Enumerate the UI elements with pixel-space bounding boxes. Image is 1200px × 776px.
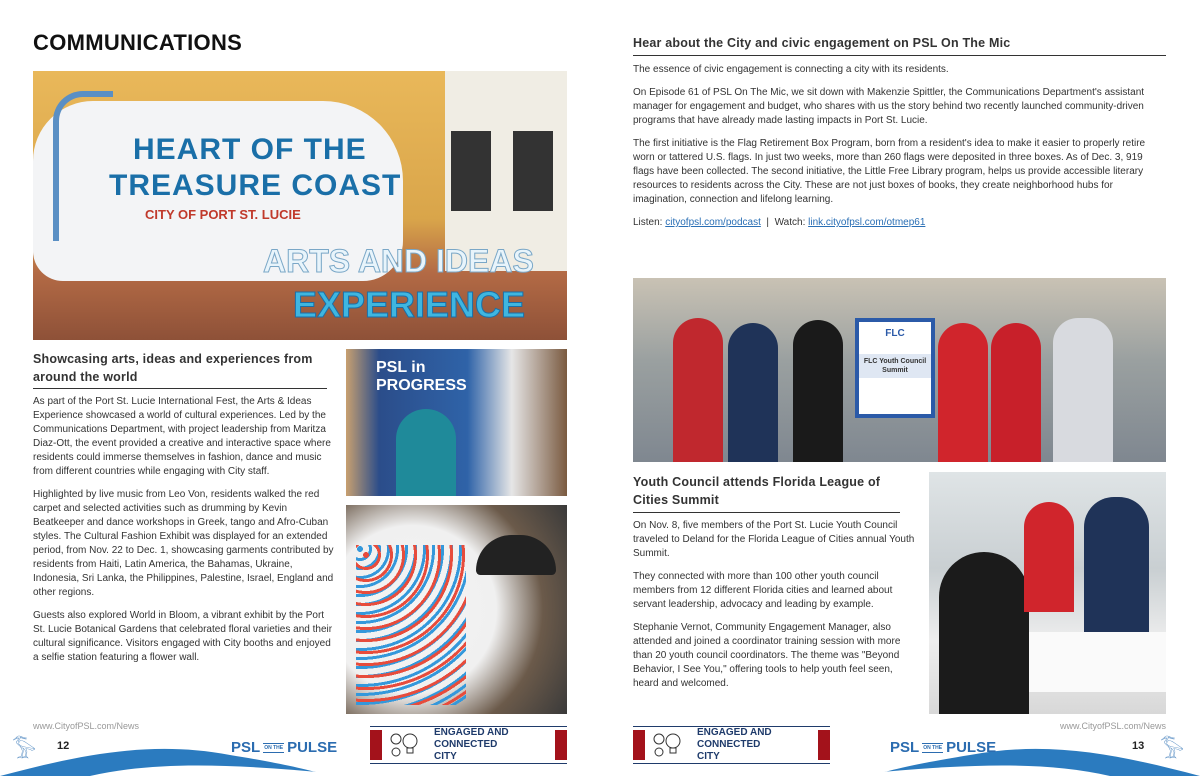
engaged-connected-badge: [370, 726, 567, 764]
page-number: 13: [1132, 740, 1145, 752]
paragraph: Guests also explored World in Bloom, a vibrant exhibit by the Port St. Lucie Botanical Gardens that celebrated floral varieties and their cultural significance. Visitors engaged with City booths and enjoyed a selfie station featuring a flower wall.: [33, 610, 333, 663]
paragraph: As part of the Port St. Lucie International Fest, the Arts & Ideas Experience showcased a world of cultural experiences. Led by the Communications Department, with project leadership from Maritza Diaz-Ott, the event provided a creative and interactive space where residents could immerse themselves in fashion, dance and music from different countries while engaging with City staff.: [33, 396, 331, 477]
heron-icon: [53, 91, 113, 241]
logo-text: ON THE: [923, 745, 943, 751]
divider: [633, 512, 900, 513]
badge-text: [697, 727, 797, 763]
divider: [33, 388, 327, 389]
page-number: 12: [57, 740, 70, 752]
paragraph: The essence of civic engagement is connecting a city with its residents.: [633, 64, 949, 75]
sign-text: TREASURE COAST: [109, 169, 402, 202]
heron-icon: 𓅣: [12, 738, 37, 763]
footer-url[interactable]: www.CityofPSL.com/News: [1060, 721, 1167, 731]
article-heading: Hear about the City and civic engagement on PSL On The Mic: [633, 36, 1011, 50]
logo-text: PULSE: [287, 739, 338, 756]
sign-text: FLC Youth Council Summit: [859, 354, 931, 378]
badge-line: ENGAGED AND: [697, 727, 772, 738]
article-body: [633, 519, 921, 700]
paragraph: They connected with more than 100 other youth council members from 12 different Florida cities and learned about servant leadership, advocacy and leading by example.: [633, 571, 893, 610]
article-heading: Showcasing arts, ideas and experiences from around the world: [33, 352, 313, 384]
hero-photo-arts-ideas-sign: [33, 71, 567, 340]
paragraph: The first initiative is the Flag Retirement Box Program, born from a resident's idea to make it easier to properly retire worn or tattered U.S. flags. In just two weeks, more than 260 flags were deposited in three boxes. As of Dec. 3, 919 flags have been collected. The second initiative, the Little Free Library program, helps us provide accessible literary resources to residents across the City. These are not just boxes of books, they create neighborhood hubs for imagination, connection and lifelong learning.: [633, 138, 1146, 205]
section-title: COMMUNICATIONS: [33, 30, 243, 55]
article-body: [633, 63, 1166, 239]
article-heading: Youth Council attends Florida League of Cities Summit: [633, 475, 881, 507]
badge-line: CITY: [697, 751, 720, 762]
listen-label: Listen:: [633, 217, 663, 228]
logo-text: ON THE: [264, 745, 284, 751]
podcast-link[interactable]: cityofpsl.com/podcast: [665, 217, 761, 228]
photo-youth-summit-activity: [929, 472, 1166, 714]
sign-text: HEART OF THE: [133, 133, 367, 166]
psl-on-the-pulse-logo: [890, 739, 996, 757]
paragraph: Stephanie Vernot, Community Engagement Manager, also attended and joined a coordinator training session with more than 20 youth council coordinators. The theme was "Beyond Behavior, I See You," offering tools to help youth feel seen, heard and welcomed.: [633, 622, 901, 689]
badge-text: ENGAGED AND CONNECTED CITY: [434, 727, 509, 762]
logo-text: PSL: [890, 739, 920, 756]
badge-line: CONNECTED: [697, 739, 761, 750]
photo-dot-voting-board: [346, 505, 567, 714]
podcast-links: [633, 216, 1166, 230]
logo-text: PULSE: [946, 739, 997, 756]
divider: [633, 55, 1166, 56]
photo-youth-council-group: [633, 278, 1166, 462]
sign-text: EXPERIENCE: [293, 284, 526, 325]
paragraph: On Episode 61 of PSL On The Mic, we sit down with Makenzie Spittler, the Communications Department's assistant manager for engagement and budget, who shares with us the story behind two recently launched community-driven programs that have already made lasting impacts in Port St. Lucie.: [633, 87, 1145, 126]
logo-text: PSL: [231, 739, 261, 756]
sign-text: CITY OF PORT ST. LUCIE: [145, 207, 301, 222]
article-body: [33, 395, 338, 674]
psl-on-the-pulse-logo: [231, 739, 337, 757]
sign-text: PSL in PROGRESS: [376, 359, 467, 394]
separator: |: [766, 217, 770, 228]
heron-icon: 𓅣: [1160, 738, 1185, 763]
sign-text: FLC: [885, 328, 905, 339]
sign-text: ARTS AND IDEAS: [263, 243, 534, 279]
photo-psl-in-progress-booth: [346, 349, 567, 496]
paragraph: Highlighted by live music from Leo Von, residents walked the red carpet and selected activities such as drumming by Kevin Beatkeeper and dance workshops in Greek, tango and Afro-Cuban styles. The Cultural Fashion Exhibit was displayed for an extended period, from Nov. 22 to Dec. 1, showcasing garments contributed by residents from Haiti, Latin America, the Bahamas, Ukraine, Indonesia, Sri Lanka, the Philippines, Palestine, Israel, England and other regions.: [33, 489, 334, 598]
lightbulb-people-icon: [645, 732, 689, 758]
lightbulb-people-icon: [382, 732, 426, 758]
engaged-connected-badge: [633, 726, 830, 764]
footer-url[interactable]: www.CityofPSL.com/News: [33, 721, 140, 731]
watch-label: Watch:: [774, 217, 806, 228]
watch-link[interactable]: link.cityofpsl.com/otmep61: [808, 217, 926, 228]
paragraph: On Nov. 8, five members of the Port St. Lucie Youth Council traveled to Deland for the Florida League of Cities annual Youth Summit.: [633, 520, 915, 559]
